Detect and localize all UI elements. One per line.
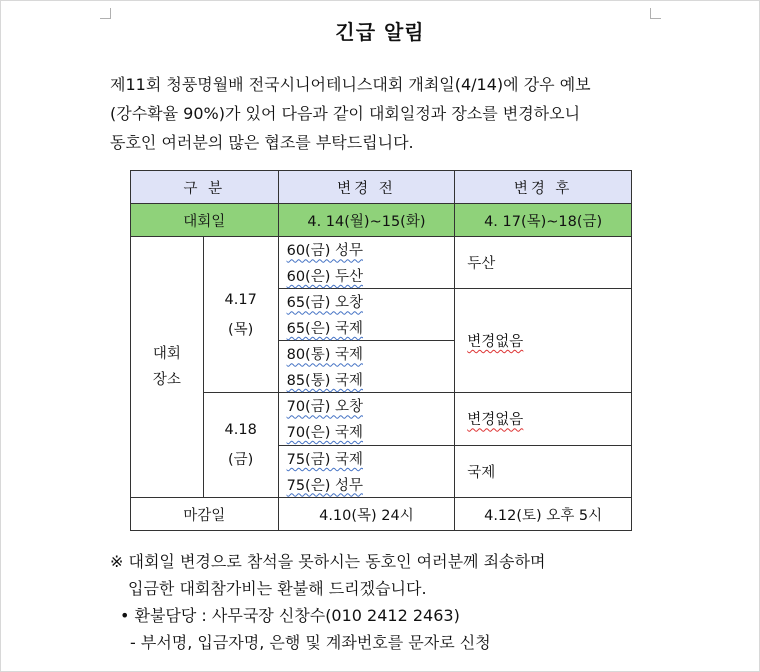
venue-label: 대회 장소	[131, 237, 204, 498]
note-line-1: ※ 대회일 변경으로 참석을 못하시는 동호인 여러분께 죄송하며	[110, 552, 546, 571]
intro-line-2: (강수확율 90%)가 있어 다음과 같이 대회일정과 장소를 변경하오니	[110, 104, 581, 123]
after-entry: 두산	[455, 237, 632, 289]
deadline-before: 4.10(목) 24시	[278, 498, 455, 531]
schedule-table	[130, 170, 632, 531]
before-entry: 70(은) 국제	[278, 419, 455, 445]
intro-line-1: 제11회 청풍명월배 전국시니어테니스대회 개최일(4/14)에 강우 예보	[110, 75, 591, 94]
before-entry: 60(은) 두산	[278, 263, 455, 289]
header-before: 변경 전	[278, 171, 455, 204]
header-category: 구 분	[131, 171, 279, 204]
day-label: 4.18 (금)	[203, 393, 278, 498]
refund-instructions: - 부서명, 입금자명, 은행 및 계좌번호를 문자로 신청	[130, 633, 491, 652]
after-entry: 국제	[455, 445, 632, 498]
document-title: 긴급 알림	[335, 20, 425, 44]
date-label: 대회일	[131, 204, 279, 237]
date-before: 4. 14(월)~15(화)	[278, 204, 455, 237]
day-label: 4.17 (목)	[203, 237, 278, 393]
before-entry: 70(금) 오창	[278, 393, 455, 419]
date-after: 4. 17(목)~18(금)	[455, 204, 632, 237]
refund-contact: • 환불담당 : 사무국장 신창수(010 2412 2463)	[120, 606, 460, 625]
deadline-after: 4.12(토) 오후 5시	[455, 498, 632, 531]
intro-paragraph	[110, 70, 660, 157]
header-after: 변경 후	[455, 171, 632, 204]
before-entry: 85(통) 국제	[278, 367, 455, 393]
table-row	[131, 393, 632, 419]
after-entry: 변경없음	[455, 289, 632, 393]
table-row	[131, 237, 632, 263]
before-entry: 65(은) 국제	[278, 315, 455, 341]
before-entry: 75(은) 성무	[278, 471, 455, 497]
deadline-label: 마감일	[131, 498, 279, 531]
deadline-row	[131, 498, 632, 531]
date-row	[131, 204, 632, 237]
intro-line-3: 동호인 여러분의 많은 협조를 부탁드립니다.	[110, 133, 414, 152]
note-line-2: 입금한 대회참가비는 환불해 드리겠습니다.	[128, 579, 427, 598]
after-entry: 변경없음	[455, 393, 632, 446]
before-entry: 75(금) 국제	[278, 445, 455, 471]
before-entry: 65(금) 오창	[278, 289, 455, 315]
header-row	[131, 171, 632, 204]
before-entry: 60(금) 성무	[278, 237, 455, 263]
notes-section	[110, 548, 670, 656]
before-entry: 80(통) 국제	[278, 341, 455, 367]
